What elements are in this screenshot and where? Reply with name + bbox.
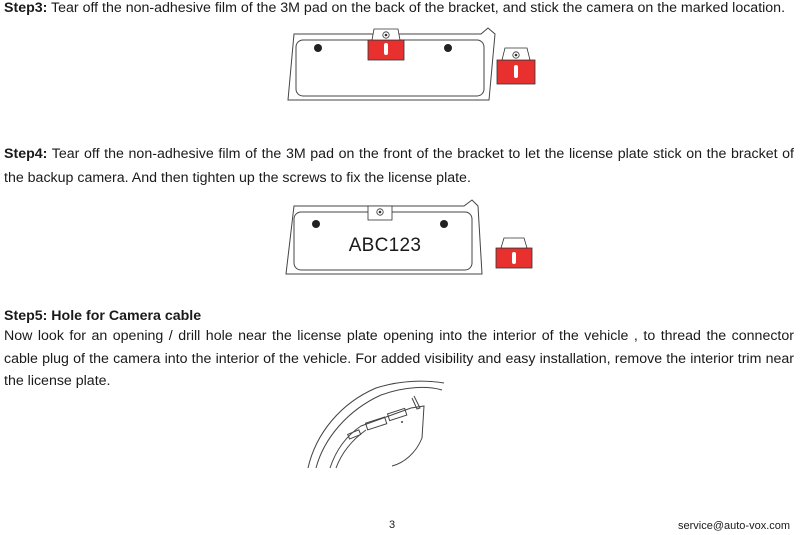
standalone-camera-icon [497,48,535,84]
mounted-camera-icon [368,29,404,60]
step3-label: Step3: [4,0,48,16]
step4-text: Tear off the non-adhesive film of the 3M pad on the front of the bracket to let the license plate stick on the bracket of the backup camera. And then tighten up the screws to fix the license plate. [4,146,795,186]
step3-paragraph [4,0,794,20]
step5-title: Step5: Hole for Camera cable [4,308,202,324]
step4-label: Step4: [4,146,48,162]
page-number: 3 [389,519,396,531]
standalone-camera-icon-2 [496,238,532,268]
footer-email: service@auto-vox.com [678,520,791,532]
car-trunk-figure [306,378,446,470]
license-plate-text: ABC123 [348,235,422,256]
step4-paragraph [4,142,794,190]
step3-text: Tear off the non-adhesive film of the 3M pad on the back of the bracket, and stick the camera on the marked location. [51,0,786,16]
plate-camera-mount-icon [368,206,392,220]
bracket-camera-figure [286,26,546,102]
step5-text: Now look for an opening / drill hole near the license plate opening into the interior of the vehicle , to thread the connector cable plug of the camera into the interior of the vehicle. For added visibility and easy installation, remove the interior trim near the license plate. [4,328,794,389]
